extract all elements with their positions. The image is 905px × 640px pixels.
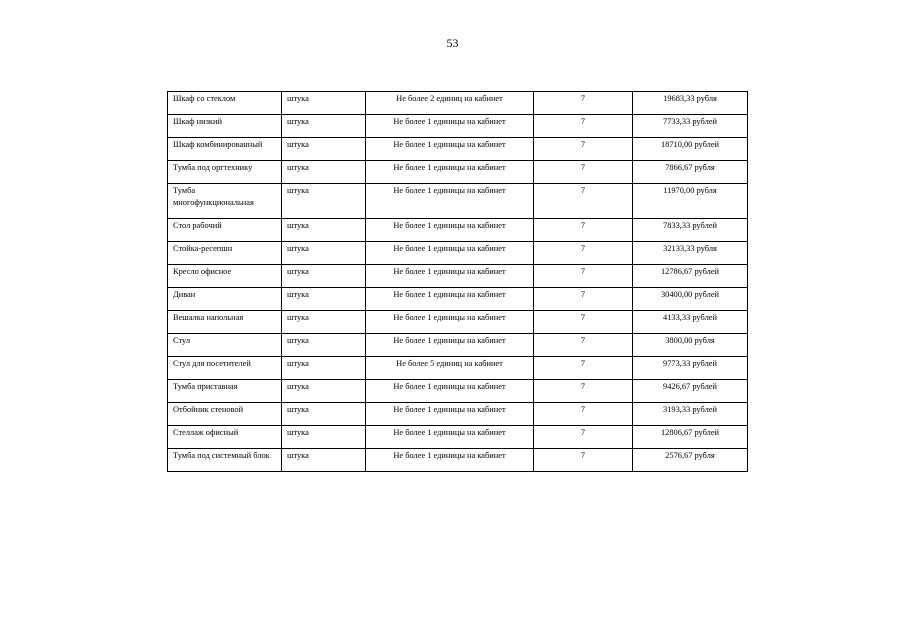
page-number: 53 [446,36,459,50]
cell-unit: штука [282,288,366,311]
cell-unit: штука [282,184,366,219]
cell-unit: штука [282,426,366,449]
cell-quantity-norm: Не более 1 единицы на кабинет [366,426,534,449]
cell-quantity-norm: Не более 2 единиц на кабинет [366,92,534,115]
cell-quantity-norm: Не более 1 единицы на кабинет [366,219,534,242]
table-row [168,449,748,472]
cell-item-name: Стойка-ресепшн [168,242,282,265]
cell-service-term: 7 [534,449,633,472]
cell-unit: штука [282,334,366,357]
cell-unit: штука [282,92,366,115]
cell-item-name: Шкаф низкий [168,115,282,138]
cell-service-term: 7 [534,92,633,115]
cell-service-term: 7 [534,219,633,242]
cell-item-name: Стул для посетителей [168,357,282,380]
cell-item-name: Шкаф со стеклом [168,92,282,115]
cell-price: 9426,67 рублей [633,380,748,403]
cell-unit: штука [282,449,366,472]
cell-unit: штука [282,115,366,138]
furniture-norms-table [167,91,748,472]
cell-quantity-norm: Не более 1 единицы на кабинет [366,242,534,265]
cell-quantity-norm: Не более 1 единицы на кабинет [366,184,534,219]
cell-unit: штука [282,265,366,288]
cell-quantity-norm: Не более 1 единицы на кабинет [366,334,534,357]
cell-item-name: Тумба под системный блок [168,449,282,472]
cell-price: 18710,00 рублей [633,138,748,161]
cell-quantity-norm: Не более 1 единицы на кабинет [366,115,534,138]
table-row [168,426,748,449]
cell-item-name: Диван [168,288,282,311]
cell-item-name: Шкаф комбинированный [168,138,282,161]
cell-quantity-norm: Не более 1 единицы на кабинет [366,449,534,472]
table-row [168,242,748,265]
cell-unit: штука [282,311,366,334]
cell-price: 7833,33 рублей [633,219,748,242]
cell-quantity-norm: Не более 1 единицы на кабинет [366,311,534,334]
cell-item-name: Вешалка напольная [168,311,282,334]
cell-service-term: 7 [534,242,633,265]
cell-price: 30400,00 рублей [633,288,748,311]
cell-price: 12786,67 рублей [633,265,748,288]
cell-service-term: 7 [534,265,633,288]
cell-quantity-norm: Не более 5 единиц на кабинет [366,357,534,380]
cell-service-term: 7 [534,334,633,357]
cell-price: 7866,67 рубля [633,161,748,184]
cell-quantity-norm: Не более 1 единицы на кабинет [366,288,534,311]
table-row [168,265,748,288]
cell-item-name: Тумба приставная [168,380,282,403]
cell-quantity-norm: Не более 1 единицы на кабинет [366,403,534,426]
cell-unit: штука [282,138,366,161]
cell-unit: штука [282,380,366,403]
table-row [168,288,748,311]
cell-service-term: 7 [534,380,633,403]
cell-quantity-norm: Не более 1 единицы на кабинет [366,138,534,161]
cell-item-name: Кресло офисное [168,265,282,288]
cell-item-name: Стул [168,334,282,357]
cell-service-term: 7 [534,288,633,311]
cell-price: 9773,33 рублей [633,357,748,380]
cell-price: 3800,00 рубля [633,334,748,357]
cell-price: 12806,67 рублей [633,426,748,449]
cell-service-term: 7 [534,426,633,449]
cell-quantity-norm: Не более 1 единицы на кабинет [366,380,534,403]
cell-item-name: Тумба под оргтехнику [168,161,282,184]
table-row [168,184,748,219]
table-row [168,219,748,242]
table-row [168,161,748,184]
cell-quantity-norm: Не более 1 единицы на кабинет [366,161,534,184]
cell-unit: штука [282,219,366,242]
table-row [168,334,748,357]
cell-price: 19683,33 рубля [633,92,748,115]
cell-price: 2576,67 рубля [633,449,748,472]
table-row [168,380,748,403]
cell-price: 4133,33 рублей [633,311,748,334]
cell-service-term: 7 [534,161,633,184]
cell-service-term: 7 [534,138,633,161]
cell-service-term: 7 [534,357,633,380]
cell-price: 32133,33 рубля [633,242,748,265]
cell-service-term: 7 [534,115,633,138]
cell-item-name: Стол рабочий [168,219,282,242]
cell-service-term: 7 [534,184,633,219]
table-row [168,403,748,426]
cell-price: 11970,00 рубля [633,184,748,219]
table-row [168,92,748,115]
cell-item-name: Стеллаж офисный [168,426,282,449]
cell-item-name: Тумба многофункциональная [168,184,282,219]
table-row [168,138,748,161]
cell-service-term: 7 [534,311,633,334]
cell-service-term: 7 [534,403,633,426]
cell-unit: штука [282,161,366,184]
cell-unit: штука [282,403,366,426]
cell-quantity-norm: Не более 1 единицы на кабинет [366,265,534,288]
table-row [168,357,748,380]
cell-item-name: Отбойник стеновой [168,403,282,426]
cell-unit: штука [282,242,366,265]
table-row [168,115,748,138]
cell-price: 3193,33 рублей [633,403,748,426]
table-row [168,311,748,334]
cell-unit: штука [282,357,366,380]
cell-price: 7733,33 рублей [633,115,748,138]
